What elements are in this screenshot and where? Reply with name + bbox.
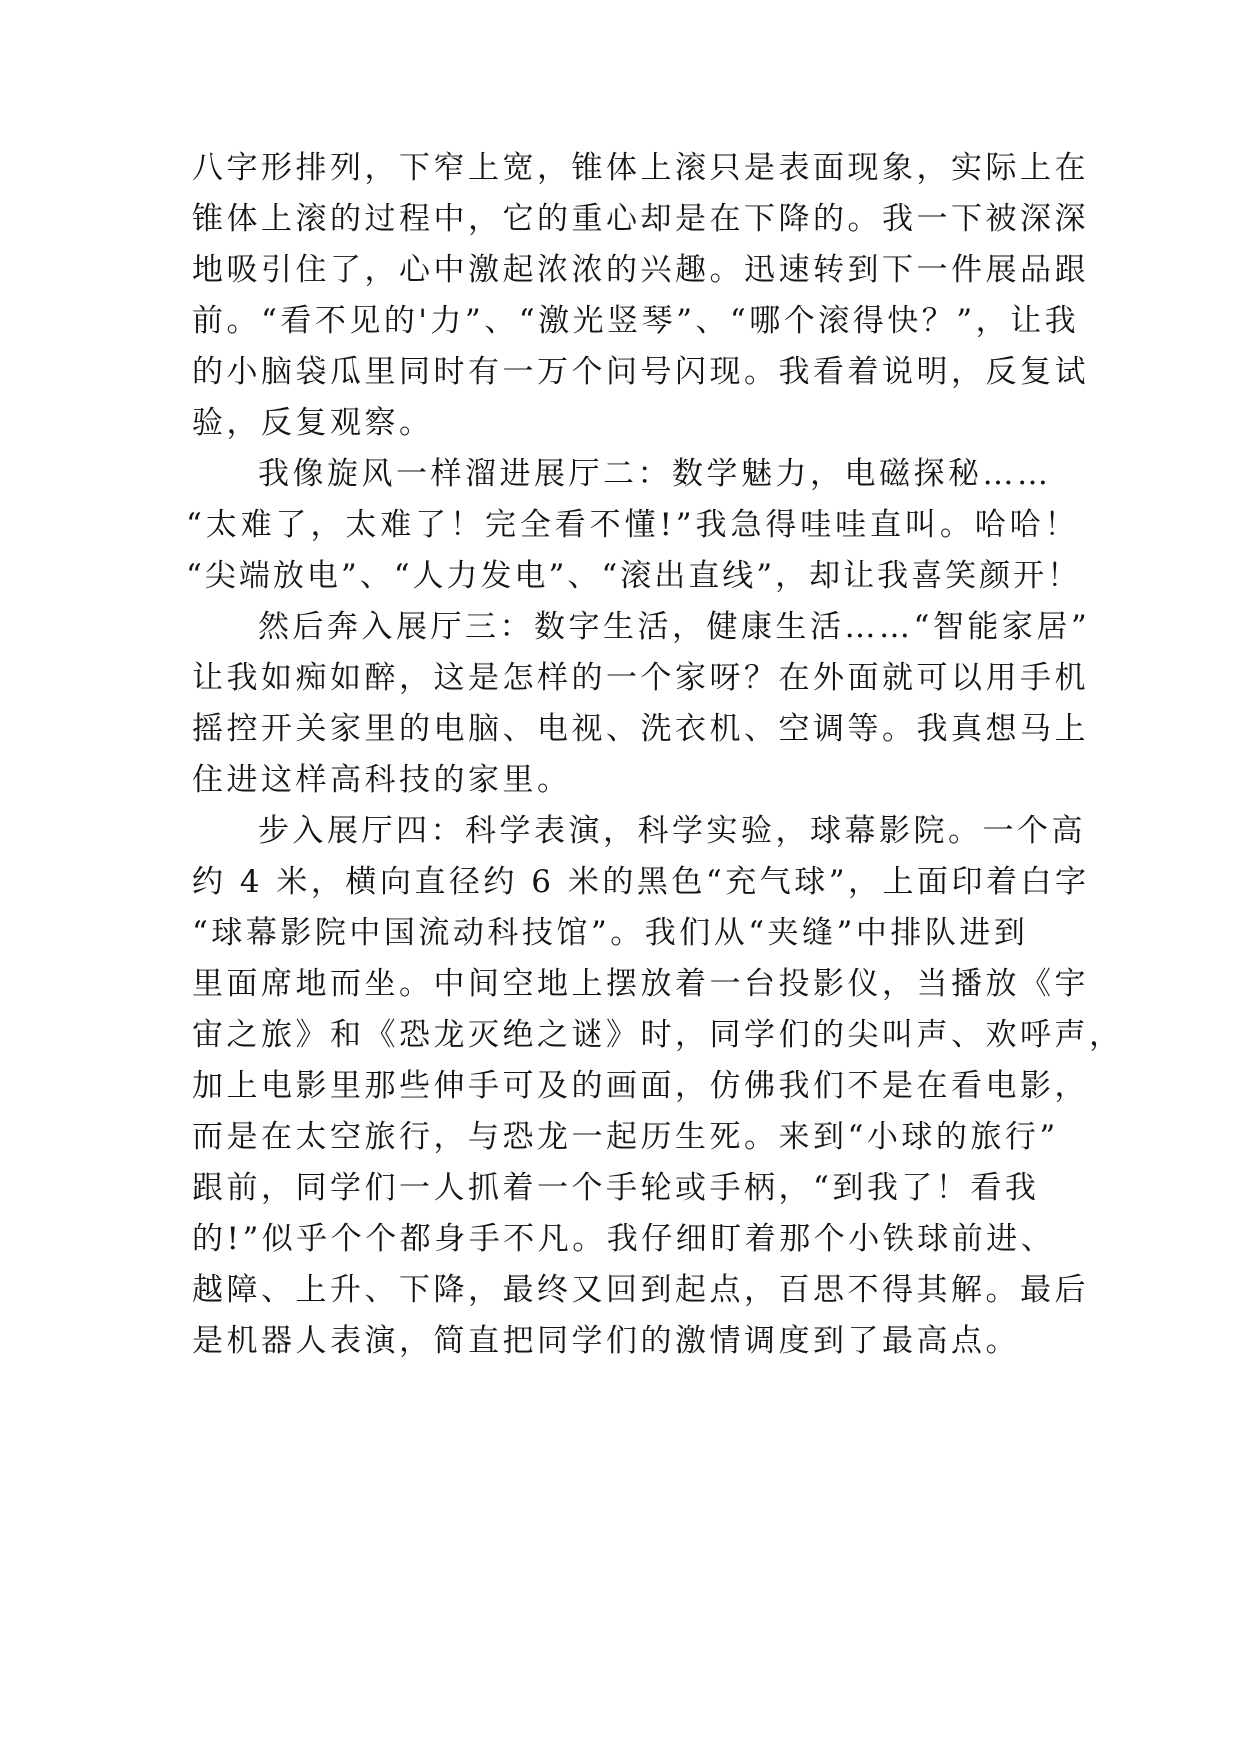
text-line: 摇控开关家里的电脑、电视、洗衣机、空调等。我真想马上 — [192, 711, 1089, 747]
text-line: 前。“看不见的'力”、“激光竖琴”、“哪个滚得快？”，让我 — [192, 303, 1080, 339]
text-line: 加上电影里那些伸手可及的画面，仿佛我们不是在看电影， — [192, 1068, 1089, 1104]
text-line: 住进这样高科技的家里。 — [192, 762, 572, 798]
text-line: “尖端放电”、“人力发电”、“滚出直线”，却让我喜笑颜开！ — [186, 558, 1082, 594]
text-line: 锥体上滚的过程中，它的重心却是在下降的。我一下被深深 — [192, 201, 1089, 237]
text-line: 的小脑袋瓜里同时有一万个问号闪现。我看着说明，反复试 — [192, 354, 1089, 390]
paragraph-first-line: 然后奔入展厅三：数字生活，健康生活……“智能家居” — [258, 609, 1091, 645]
text-line: 约 4 米，横向直径约 6 米的黑色“充气球”，上面印着白字 — [192, 864, 1090, 900]
text-line: 宙之旅》和《恐龙灭绝之谜》时，同学们的尖叫声、欢呼声， — [192, 1017, 1124, 1053]
text-line: 八字形排列，下窄上宽，锥体上滚只是表面现象，实际上在 — [192, 150, 1089, 186]
text-line: “太难了，太难了！完全看不懂!”我急得哇哇直叫。哈哈！ — [186, 507, 1080, 543]
text-line: 里面席地而坐。中间空地上摆放着一台投影仪，当播放《宇 — [192, 966, 1089, 1002]
text-line: 而是在太空旅行，与恐龙一起历生死。来到“小球的旅行” — [192, 1119, 1059, 1155]
text-line: 是机器人表演，简直把同学们的激情调度到了最高点。 — [192, 1323, 1020, 1359]
text-line: 让我如痴如醉，这是怎样的一个家呀？在外面就可以用手机 — [192, 660, 1089, 696]
text-line: “球幕影院中国流动科技馆”。我们从“夹缝”中排队进到 — [192, 915, 1029, 951]
paragraph-first-line: 步入展厅四：科学表演，科学实验，球幕影院。一个高 — [258, 813, 1086, 849]
text-line: 越障、上升、下降，最终又回到起点，百思不得其解。最后 — [192, 1272, 1089, 1308]
text-line: 跟前，同学们一人抓着一个手轮或手柄，“到我了！看我 — [192, 1170, 1040, 1206]
text-line: 验，反复观察。 — [192, 405, 434, 441]
paragraph-first-line: 我像旋风一样溜进展厅二：数学魅力，电磁探秘…… — [258, 456, 1052, 492]
text-line: 地吸引住了，心中激起浓浓的兴趣。迅速转到下一件展品跟 — [192, 252, 1089, 288]
text-line: 的!”似乎个个都身手不凡。我仔细盯着那个小铁球前进、 — [192, 1221, 1056, 1257]
